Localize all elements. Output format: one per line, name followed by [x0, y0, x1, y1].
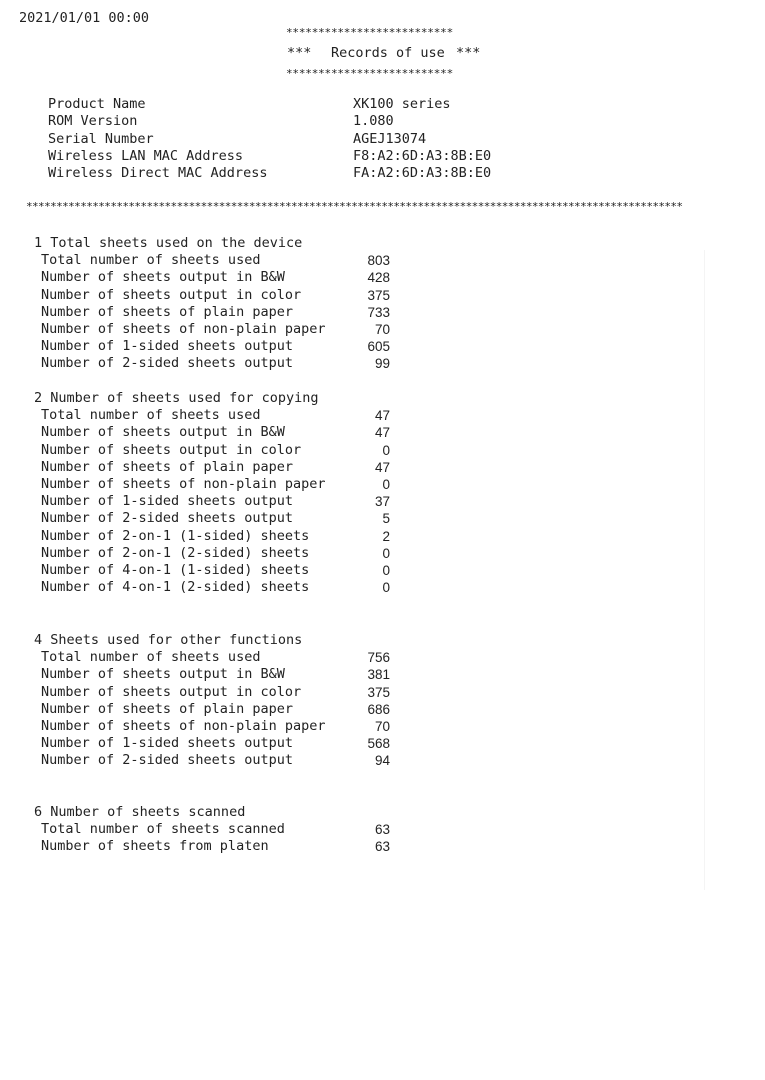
info-value: 1.080 [353, 113, 394, 130]
list-item [34, 666, 434, 683]
info-row [48, 113, 548, 130]
row-value: 568 [367, 736, 390, 752]
row-value: 756 [367, 650, 390, 666]
print-timestamp: 2021/01/01 00:00 [19, 10, 150, 26]
report-title: Records of use [331, 45, 445, 61]
info-row [48, 165, 548, 182]
row-label: Number of 2-sided sheets output [41, 752, 293, 769]
row-label: Number of sheets of non-plain paper [41, 717, 326, 734]
row-value: 37 [374, 494, 390, 510]
row-label: Number of sheets output in color [41, 441, 302, 458]
list-item [34, 287, 434, 304]
list-item [34, 269, 434, 286]
row-value: 0 [382, 562, 390, 578]
row-value: 375 [367, 287, 390, 303]
info-value: AGEJ13074 [353, 130, 427, 147]
row-label: Number of 1-sided sheets output [41, 338, 293, 355]
banner-stars-bottom: ************************** [286, 67, 453, 80]
row-label: Number of 1-sided sheets output [41, 735, 293, 752]
list-item [34, 528, 434, 545]
row-value: 0 [382, 476, 390, 492]
row-value: 375 [367, 684, 390, 700]
row-label: Total number of sheets used [41, 252, 261, 269]
row-value: 63 [374, 839, 390, 855]
list-item [34, 252, 434, 269]
row-label: Number of sheets of plain paper [41, 700, 293, 717]
list-item [34, 821, 434, 838]
row-label: Number of sheets of plain paper [41, 303, 293, 320]
section-scanned [34, 804, 434, 856]
row-value: 70 [374, 718, 390, 734]
info-label: Serial Number [48, 130, 154, 147]
row-value: 0 [382, 442, 390, 458]
row-value: 63 [374, 822, 390, 838]
list-item [34, 510, 434, 527]
report-banner [286, 26, 486, 80]
list-item [34, 476, 434, 493]
info-label: Wireless LAN MAC Address [48, 147, 244, 164]
info-label: Product Name [48, 96, 146, 112]
banner-right-stars: *** [456, 45, 481, 61]
section-other-functions [34, 632, 434, 770]
row-value: 381 [367, 667, 390, 683]
row-value: 686 [367, 701, 390, 717]
row-label: Number of sheets of plain paper [41, 458, 293, 475]
row-value: 605 [367, 339, 390, 355]
row-label: Number of sheets of non-plain paper [41, 320, 326, 337]
row-label: Number of 1-sided sheets output [41, 493, 293, 510]
list-item [34, 321, 434, 338]
row-label: Number of sheets of non-plain paper [41, 475, 326, 492]
device-info [48, 96, 548, 182]
row-label: Number of sheets output in color [41, 683, 302, 700]
section-total-sheets [34, 235, 434, 373]
info-value: XK100 series [353, 96, 451, 112]
row-value: 47 [374, 408, 390, 424]
row-label: Total number of sheets used [41, 407, 261, 424]
row-value: 0 [382, 580, 390, 596]
list-item [34, 752, 434, 769]
info-row [48, 96, 548, 113]
info-value: F8:A2:6D:A3:8B:E0 [353, 147, 492, 164]
row-label: Number of 2-sided sheets output [41, 510, 293, 527]
list-item [34, 338, 434, 355]
row-value: 803 [367, 253, 390, 269]
row-value: 5 [382, 511, 390, 527]
section-title: 6 Number of sheets scanned [34, 804, 246, 820]
list-item [34, 579, 434, 596]
info-label: Wireless Direct MAC Address [48, 165, 268, 182]
row-label: Number of 2-sided sheets output [41, 355, 293, 372]
list-item [34, 459, 434, 476]
list-item [34, 701, 434, 718]
section-copying [34, 390, 434, 596]
row-value: 2 [382, 528, 390, 544]
list-item [34, 735, 434, 752]
section-title: 2 Number of sheets used for copying [34, 390, 319, 406]
list-item [34, 545, 434, 562]
row-value: 47 [374, 425, 390, 441]
row-label: Number of 4-on-1 (1-sided) sheets [41, 561, 310, 578]
row-value: 94 [374, 753, 390, 769]
row-label: Number of 2-on-1 (2-sided) sheets [41, 544, 310, 561]
info-value: FA:A2:6D:A3:8B:E0 [353, 165, 492, 182]
list-item [34, 649, 434, 666]
info-row [48, 131, 548, 148]
row-label: Number of sheets output in B&W [41, 666, 285, 683]
row-label: Number of sheets output in B&W [41, 269, 285, 286]
banner-stars-top: ************************** [286, 26, 453, 39]
paper-edge-shadow [704, 250, 705, 890]
banner-left-stars: *** [287, 45, 312, 61]
row-value: 733 [367, 304, 390, 320]
info-row [48, 148, 548, 165]
banner-title-line [286, 39, 486, 67]
list-item [34, 424, 434, 441]
list-item [34, 304, 434, 321]
list-item [34, 355, 434, 372]
row-value: 428 [367, 270, 390, 286]
section-title: 4 Sheets used for other functions [34, 632, 303, 648]
list-item [34, 718, 434, 735]
row-label: Number of sheets output in color [41, 286, 302, 303]
section-divider: ************************************************************************************************************* [26, 200, 683, 213]
row-label: Number of 2-on-1 (1-sided) sheets [41, 527, 310, 544]
list-item [34, 407, 434, 424]
row-label: Total number of sheets scanned [41, 821, 285, 838]
row-value: 47 [374, 459, 390, 475]
row-label: Number of sheets from platen [41, 838, 269, 855]
list-item [34, 562, 434, 579]
row-label: Total number of sheets used [41, 649, 261, 666]
row-label: Number of sheets output in B&W [41, 424, 285, 441]
list-item [34, 684, 434, 701]
row-value: 0 [382, 545, 390, 561]
row-value: 99 [374, 356, 390, 372]
list-item [34, 838, 434, 855]
row-value: 70 [374, 321, 390, 337]
list-item [34, 442, 434, 459]
row-label: Number of 4-on-1 (2-sided) sheets [41, 579, 310, 596]
section-title: 1 Total sheets used on the device [34, 235, 303, 251]
info-label: ROM Version [48, 113, 138, 130]
list-item [34, 493, 434, 510]
